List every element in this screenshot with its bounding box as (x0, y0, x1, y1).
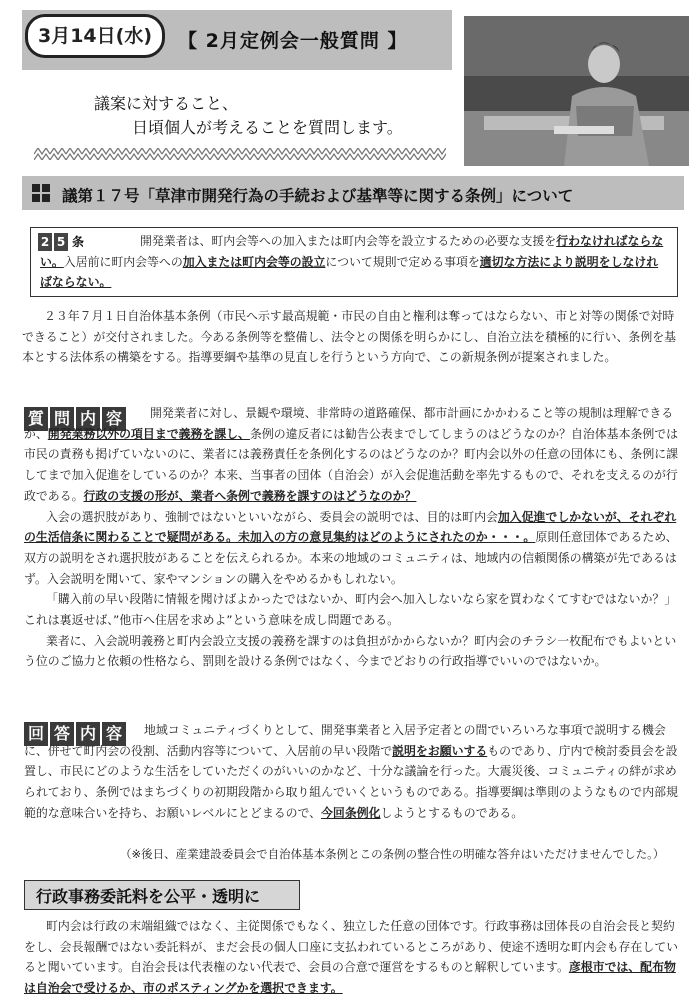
intro-line-2: 日頃個人が考えることを質問します。 (132, 118, 403, 137)
question-paragraph (24, 631, 686, 672)
question-paragraph (24, 403, 686, 507)
intro-text (94, 92, 403, 140)
question-emphasis: 加入促進でしかないが、それぞれの生活信条に関わることで疑問がある。未加入の方の意見集約はどのようにされたのか・・・。 (24, 509, 677, 545)
speaker-photo (464, 16, 689, 166)
bottom-emphasis: 彦根市では、配布物は自治会で受けるか、市のポスティングかを選択できます。 (24, 960, 676, 996)
article-emphasis: 適切な方法により説明をしなければならない。 (40, 254, 659, 290)
question-text-part: 原則任意団体であるため、双方の説明をされ選択肢があることを伝えられるか。本来の地域のコミュニティは、地域内の信頼関係の構築が先であるはず。入会説明を聞いて、家やマンションの購入をやめるかもしれない。 (24, 530, 678, 586)
question-label-char: 容 (102, 407, 126, 431)
answer-text-part: ものであり、庁内で検討委員会を設置し、市民にどのような生活をしていただくのがいいのかなど、十分な議論を行った。大震災後、コミュニティの絆が求められており、条例ではまちづくりの初期段階から取り組んでいくというものである。指導要綱は準則のようなもので内部規範的な意味合いを持ち、お願いレベルにとどまるので、 (24, 743, 678, 820)
article-emphasis: 行わなければならない。 (40, 234, 664, 269)
question-paragraph (24, 589, 686, 630)
answer-body (24, 720, 686, 824)
answer-footnote: （※後日、産業建設委員会で自治体基本条例とこの条例の整合性の明確な答弁はいただけませんでした。） (120, 847, 665, 861)
section-heading: 行政事務委託料を公平・透明に (36, 887, 261, 906)
article-digit: 5 (54, 233, 68, 251)
article-digit: 2 (38, 233, 52, 251)
question-body (24, 403, 686, 672)
question-text-part: 条例の違反者には勧告公表までしてしまうのはどうなのか？自治体基本条例では市民の責務も掲げていないのに、業者には義務責任を条例化するのはどうなのか？町内会以外の任意の団体にも、条例に課してまで加入促進をしているのか？本来、当事者の団体（自治会）が入会促進活動を率先するもので、それを支えるのが行政である。 (24, 426, 679, 503)
question-text-part: 開発業者に対し、景観や環境、非常時の道路確保、都市計画にかかわること等の規制は理解できるが、 (24, 406, 674, 441)
question-label-char: 問 (50, 407, 74, 431)
answer-text-part: 地域コミュニティづくりとして、開発事業者と入居予定者との間でいろいろな事項で説明する機会に、併せて町内会の役割、活動内容等について、入居前の早い段階で (24, 723, 666, 758)
decorative-zigzag-border (34, 148, 446, 160)
question-text-part: 業者に、入会説明義務と町内会設立支援の義務を課すのは負担がかからないか？町内会のチラシ一枚配布でもよいという位のご協力と依頼の性格なら、罰則を設ける条例ではなく、今までどおりの行政指導でいいのではないか。 (24, 633, 677, 669)
article-text-part: 入居前に町内会等への (63, 254, 183, 269)
answer-label-char: 答 (50, 722, 74, 746)
question-emphasis: 行政の支援の形が、業者へ条例で義務を課すのはどうなのか？ (83, 488, 417, 503)
intro-line-1: 議案に対すること、 (94, 94, 239, 113)
question-text-part: 入会の選択肢があり、強制ではないといいながら、委員会の説明では、目的は町内会 (46, 509, 498, 524)
article-text-part: 開発業者は、町内会等への加入または町内会等を設立するための必要な支援を (140, 234, 557, 248)
article-suffix: 条 (71, 235, 84, 249)
session-title: 【 2月定例会一般質問 】 (178, 30, 408, 52)
answer-label-char: 回 (24, 722, 48, 746)
background-paragraph (22, 306, 684, 368)
answer-label-char: 内 (76, 722, 100, 746)
question-emphasis: 開発業務以外の項目まで義務を課し、 (47, 426, 250, 441)
answer-text-part: しようとするものである。 (380, 805, 524, 820)
topic-title: 議第１７号「草津市開発行為の手続および基準等に関する条例」について (62, 187, 574, 205)
article-emphasis: 加入または町内会等の設立 (182, 254, 326, 269)
article-text-part: について規則で定める事項を (325, 254, 480, 269)
answer-emphasis: 説明をお願いする (392, 743, 488, 758)
bottom-paragraph (24, 916, 686, 999)
bottom-text-part: 町内会は行政の末端組織ではなく、主従関係でもなく、独立した任意の団体です。行政事務は団体長の自治会長と契約をし、会長報酬ではない委託料が、まだ会長の個人口座に支払われているところがあり、使途不透明な町内会も存在していると聞いています。自治会長は代表権のない代表で、会員の合意で運営をするものと解釈しています。 (24, 919, 678, 975)
question-paragraph (24, 507, 686, 590)
background-text: ２３年７月１日自治体基本条例（市民へ示す最高規範・市民の自由と権利は奪ってはならない、市と対等の関係で対時できること）が交付されました。今ある条例等を整備し、法令との関係を明らかにし、自治立法を積極的に行い、条例を基本とする法体系の構築をする。指導要綱や基準の見直しを行うという方向で、この新規条例が提案されました。 (22, 309, 676, 365)
article-text (40, 231, 670, 293)
question-label-char: 質 (24, 407, 48, 431)
answer-label-char: 容 (102, 722, 126, 746)
date-badge: 3月14日(水) (25, 14, 165, 58)
question-text-part: 「購入前の早い段階に情報を聞けばよかったではないか、町内会へ加入しないなら家を買わなくてすむではないか？」これは裏返せば、”他市へ住居を求めよ”という意味を成し問題である。 (24, 592, 677, 628)
answer-emphasis: 今回条例化 (321, 805, 381, 820)
grid-bullet-icon (32, 184, 50, 202)
question-label-char: 内 (76, 407, 100, 431)
speaker-photo-image (464, 16, 689, 166)
